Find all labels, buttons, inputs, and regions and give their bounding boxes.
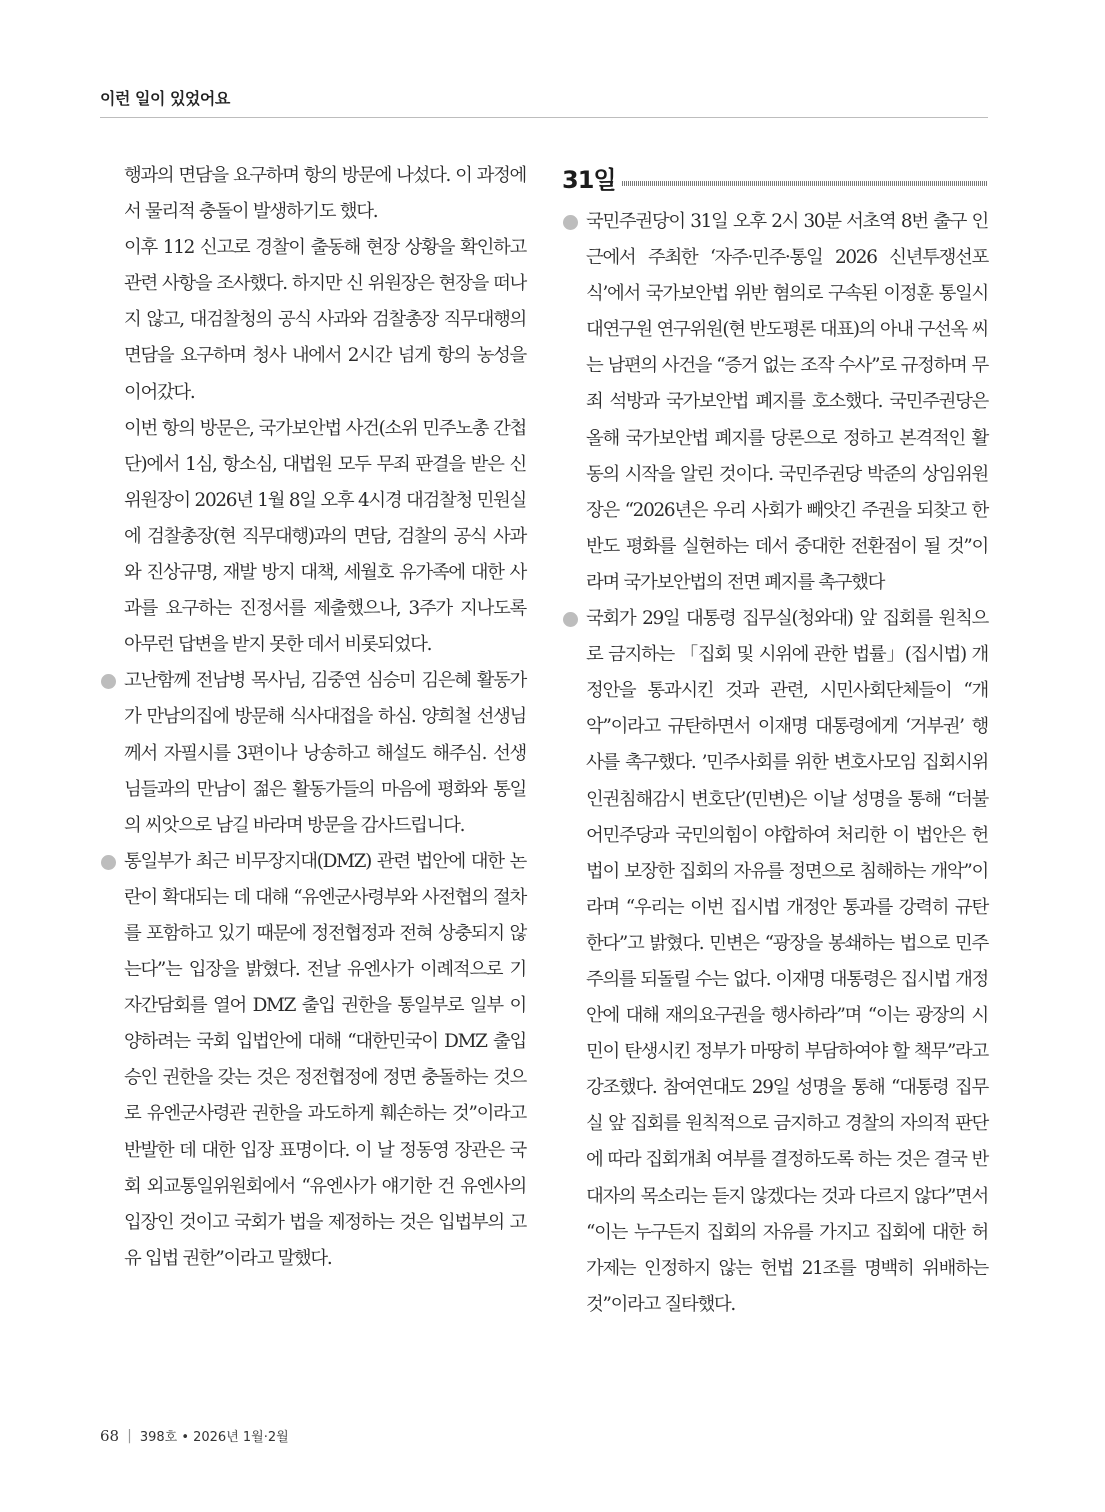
news-item-text: 통일부가 최근 비무장지대(DMZ) 관련 법안에 대한 논란이 확대되는 데 대해 “유엔군사령부와 사전협의 절차를 포함하고 있기 때문에 정전협정과 전혀 상충되지 않는다”는 입장을 밝혔다. 전날 유엔사가 이례적으로 기자간담회를 열어 DMZ 출입 권한을 통일부로 일부 이양하려는 국회 입법안에 대해 “대한민국이 DMZ 출입 승인 권한을 갖는 것은 정전협정에 정면 충돌하는 것으로 유엔군사령관 권한을 과도하게 훼손하는 것”이라고 반발한 데 대한 입장 표명이다. 이 날 정동영 장관은 국회 외교통일위원회에서 “유엔사가 얘기한 건 유엔사의 입장인 것이고 국회가 법을 제정하는 것은 입법부의 고유 입법 권한”이라고 말했다. bbox=[124, 850, 526, 1269]
bullet-dot-icon bbox=[563, 612, 578, 627]
left-column bbox=[100, 158, 526, 1277]
date-rule-divider bbox=[622, 181, 988, 186]
news-item bbox=[562, 601, 988, 1323]
body-paragraph: 행과의 면담을 요구하며 항의 방문에 나섰다. 이 과정에서 물리적 충돌이 발생하기도 했다. bbox=[124, 165, 526, 223]
page-number: 68 bbox=[100, 1426, 120, 1445]
news-item-text: 국민주권당이 31일 오후 2시 30분 서초역 8번 출구 인근에서 주최한 ‘자주·민주·통일 2026 신년투쟁선포식’에서 국가보안법 위반 혐의로 구속된 이정훈 통일시대연구원 연구위원(현 반도평론 대표)의 아내 구선옥 씨는 남편의 사건을 “증거 없는 조작 수사”로 규정하며 무죄 석방과 국가보안법 폐지를 호소했다. 국민주권당은 올해 국가보안법 폐지를 당론으로 정하고 본격적인 활동의 시작을 알린 것이다. 국민주권당 박준의 상임위원장은 “2026년은 우리 사회가 빼앗긴 주권을 되찾고 한반도 평화를 실현하는 데서 중대한 전환점이 될 것”이라며 국가보안법의 전면 폐지를 촉구했다 bbox=[586, 211, 988, 593]
issue-info: 398호 • 2026년 1월·2월 bbox=[139, 1430, 289, 1445]
right-column bbox=[562, 158, 988, 1323]
bullet-dot-icon bbox=[101, 674, 116, 689]
footer-separator: | bbox=[127, 1427, 132, 1444]
date-label: 31일 bbox=[562, 165, 616, 194]
news-item bbox=[562, 204, 988, 601]
header-divider bbox=[100, 117, 988, 118]
body-paragraph: 이번 항의 방문은, 국가보안법 사건(소위 민주노총 간첩단)에서 1심, 항소심, 대법원 모두 무죄 판결을 받은 신 위원장이 2026년 1월 8일 오후 4시경 대검찰청 민원실에 검찰총장(현 직무대행)과의 면담, 검찰의 공식 사과와 진상규명, 재발 방지 대책, 세월호 유가족에 대한 사과를 요구하는 진정서를 제출했으나, 3주가 지나도록 아무런 답변을 받지 못한 데서 비롯되었다. bbox=[124, 417, 526, 656]
news-item bbox=[100, 844, 526, 1277]
date-heading bbox=[562, 158, 988, 202]
news-item bbox=[100, 663, 526, 843]
bullet-dot-icon bbox=[563, 215, 578, 230]
news-item-text: 고난함께 전남병 목사님, 김중연 심승미 김은혜 활동가가 만남의집에 방문해 식사대접을 하심. 양희철 선생님께서 자필시를 3편이나 낭송하고 해설도 해주심. 선생님들과의 만남이 젊은 활동가들의 마음에 평화와 통일의 씨앗으로 남길 바라며 방문을 감사드립니다. bbox=[124, 670, 526, 836]
bullet-dot-icon bbox=[101, 855, 116, 870]
section-title: 이런 일이 있었어요 bbox=[100, 89, 230, 108]
page-footer bbox=[100, 1426, 289, 1445]
news-item-text: 국회가 29일 대통령 집무실(청와대) 앞 집회를 원칙으로 금지하는 「집회 및 시위에 관한 법률」(집시법) 개정안을 통과시킨 것과 관련, 시민사회단체들이 “개악”이라고 규탄하면서 이재명 대통령에게 ‘거부권’ 행사를 촉구했다. ’민주사회를 위한 변호사모임 집회시위 인권침해감시 변호단’(민변)은 이날 성명을 통해 “더불어민주당과 국민의힘이 야합하여 처리한 이 법안은 헌법이 보장한 집회의 자유를 정면으로 침해하는 개악”이라며 “우리는 이번 집시법 개정안 통과를 강력히 규탄한다”고 밝혔다. 민변은 “광장을 봉쇄하는 법으로 민주주의를 되돌릴 수는 없다. 이재명 대통령은 집시법 개정안에 대해 재의요구권을 행사하라”며 “이는 광장의 시민이 탄생시킨 정부가 마땅히 부담하여야 할 책무”라고 강조했다. 참여연대도 29일 성명을 통해 “대통령 집무실 앞 집회를 원칙적으로 금지하고 경찰의 자의적 판단에 따라 집회개최 여부를 결정하도록 하는 것은 결국 반대자의 목소리는 듣지 않겠다는 것과 다르지 않다”면서 “이는 누구든지 집회의 자유를 가지고 집회에 대한 허가제는 인정하지 않는 헌법 21조를 명백히 위배하는 것”이라고 질타했다. bbox=[586, 608, 988, 1315]
body-paragraph: 이후 112 신고로 경찰이 출동해 현장 상황을 확인하고 관련 사항을 조사했다. 하지만 신 위원장은 현장을 떠나지 않고, 대검찰청의 공식 사과와 검찰총장 직무대행의 면담을 요구하며 청사 내에서 2시간 넘게 항의 농성을 이어갔다. bbox=[124, 237, 526, 403]
